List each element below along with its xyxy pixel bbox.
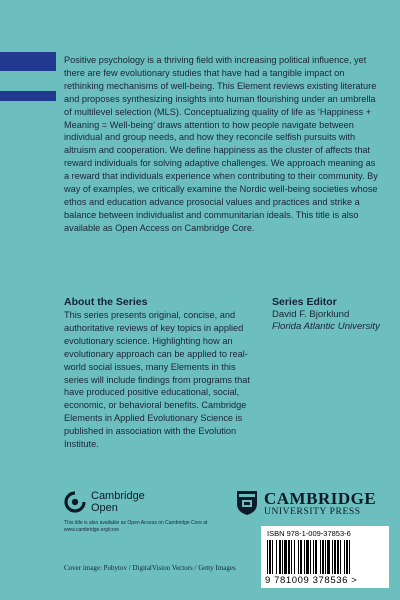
cambridge-open-logo — [64, 490, 214, 514]
open-access-icon — [64, 491, 86, 513]
cambridge-open-line1: Cambridge — [91, 490, 145, 502]
series-editor — [272, 296, 392, 334]
cover-image-credit: Cover image: Pobytov / DigitalVision Vectors / Getty Images — [64, 564, 236, 572]
about-heading: About the Series — [64, 296, 148, 308]
back-cover-blurb: Positive psychology is a thriving field with increasing political influence, yet there are few evolutionary studies that have had a tangible impact on rethinking mechanisms of well-being. This Element reviews existing literature and proposes synthesizing insights into human flourishing under an umbrella of multilevel selection (MLS). Conceptualizing quality of life as ‘Happiness + Meaning = Well-being’ draws attention to how people navigate between individual and group needs, and how they reconcile selfish pursuits with altruism and cooperation. We define happiness as the cluster of affects that reward individuals for solving adaptive challenges. We approach meaning as a reward that individuals experience when contributing to their community. By way of examples, we critically examine the Nordic well-being societies whose ethos and education advance prosocial values and practices and strike a balance between individualist and communitarian ideals. This title is also available as Open Access on Cambridge Core. — [64, 55, 378, 233]
about-the-series — [64, 296, 260, 451]
about-text: This series presents original, concise, and authoritative reviews of key topics in applied evolutionary science. Highlighting how an evolutionary approach can be applied to real-world social issues, many Elements in this series will include findings from programs that have produced positive educational, social, economic, or behavioral benefits. Cambridge Elements in Applied Evolutionary Science is published in association with the Evolution Institute. — [64, 310, 250, 450]
university-crest-icon — [236, 490, 258, 516]
editor-affiliation: Florida Atlantic University — [272, 321, 380, 333]
accent-bar-bottom — [0, 91, 56, 101]
cambridge-open-line2: Open — [91, 502, 118, 514]
open-access-note: This title is also available as Open Access on Cambridge Core at www.cambridge.org/core — [64, 520, 208, 533]
publisher-line2: UNIVERSITY PRESS — [264, 507, 361, 517]
cambridge-open-block — [64, 490, 214, 534]
barcode-block — [261, 526, 389, 588]
editor-name: David F. Bjorklund — [272, 309, 350, 320]
barcode-icon — [267, 540, 383, 574]
isbn-label: ISBN 978-1-009-37853-6 — [267, 529, 351, 538]
cambridge-university-press-logo — [236, 490, 396, 518]
editor-heading: Series Editor — [272, 296, 337, 308]
barcode-number: 9 781009 378536 > — [265, 575, 358, 586]
accent-bar-top — [0, 52, 56, 71]
publisher-line1: CAMBRIDGE — [264, 489, 377, 508]
